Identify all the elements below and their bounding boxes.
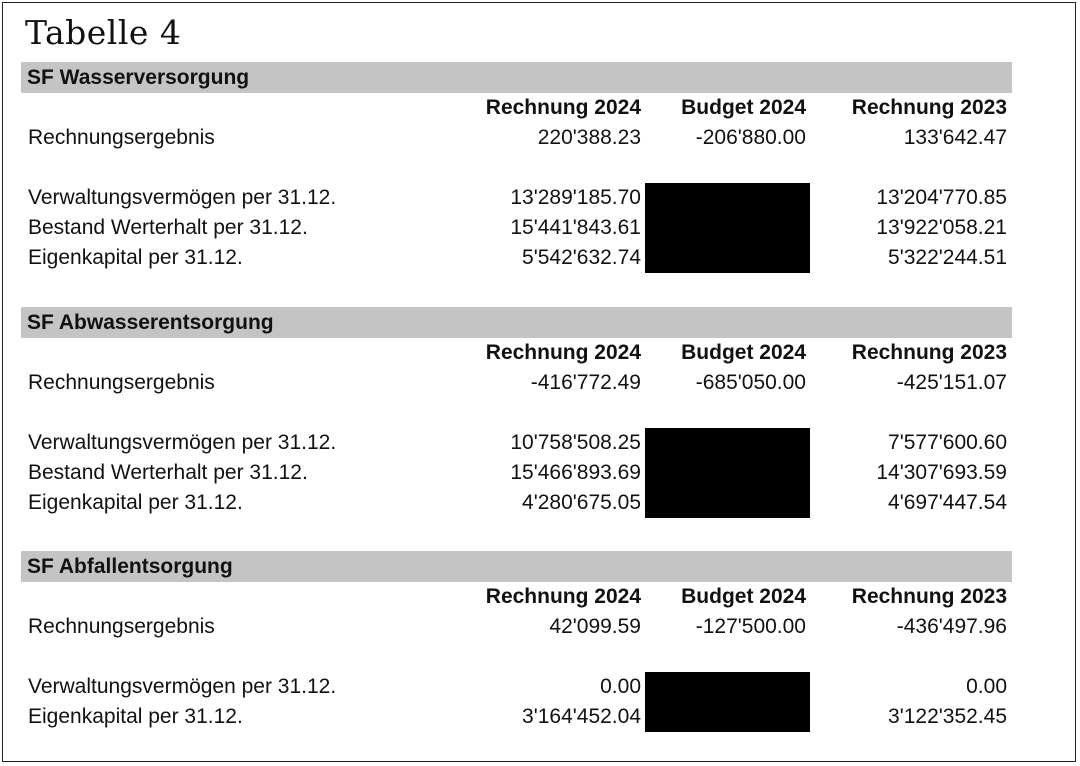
result-row (21, 368, 1012, 398)
redaction-block (645, 487, 810, 518)
value-rechnung-2023: 4'697'447.54 (888, 491, 1007, 514)
value-rechnung-2024: 220'388.23 (537, 126, 641, 149)
section-header: SF Abwasserentsorgung (21, 307, 1012, 338)
column-header-rechnung-2024: Rechnung 2024 (485, 341, 641, 364)
value-rechnung-2023: 5'322'244.51 (888, 246, 1007, 269)
value-budget-2024: -206'880.00 (695, 126, 806, 149)
table-row (21, 672, 1012, 702)
value-rechnung-2024: 10'758'508.25 (510, 431, 641, 454)
table-row (21, 428, 1012, 458)
column-header-budget-2024: Budget 2024 (681, 341, 806, 364)
table-row (21, 183, 1012, 213)
value-rechnung-2024: 42'099.59 (549, 615, 641, 638)
table-row (21, 213, 1012, 243)
row-label: Rechnungsergebnis (28, 126, 215, 149)
row-label: Verwaltungsvermögen per 31.12. (28, 675, 337, 698)
value-rechnung-2023: 13'204'770.85 (876, 186, 1007, 209)
row-label: Bestand Werterhalt per 31.12. (28, 216, 308, 239)
value-rechnung-2023: 0.00 (966, 675, 1007, 698)
value-rechnung-2024: 15'466'893.69 (510, 461, 641, 484)
column-header-row (21, 338, 1012, 368)
table-title: Tabelle 4 (25, 13, 182, 52)
section-wasserversorgung (21, 62, 1012, 273)
spacer-row (21, 398, 1012, 428)
result-row (21, 612, 1012, 642)
row-label: Eigenkapital per 31.12. (28, 705, 243, 728)
table-row (21, 243, 1012, 273)
value-rechnung-2023: -425'151.07 (896, 371, 1007, 394)
section-abfallentsorgung (21, 551, 1012, 732)
spacer-row (21, 642, 1012, 672)
redaction-block (645, 701, 810, 732)
value-rechnung-2024: 3'164'452.04 (522, 705, 641, 728)
column-header-budget-2024: Budget 2024 (681, 96, 806, 119)
value-rechnung-2023: 14'307'693.59 (876, 461, 1007, 484)
row-label: Eigenkapital per 31.12. (28, 491, 243, 514)
table-row (21, 702, 1012, 732)
document-frame (2, 2, 1076, 762)
table-row (21, 458, 1012, 488)
spacer-row (21, 153, 1012, 183)
value-budget-2024: -685'050.00 (695, 371, 806, 394)
value-rechnung-2024: 4'280'675.05 (522, 491, 641, 514)
redaction-block (645, 212, 810, 243)
value-rechnung-2024: 5'542'632.74 (522, 246, 641, 269)
section-header: SF Abfallentsorgung (21, 551, 1012, 582)
value-rechnung-2023: 3'122'352.45 (888, 705, 1007, 728)
section-header: SF Wasserversorgung (21, 62, 1012, 93)
value-rechnung-2023: 133'642.47 (903, 126, 1007, 149)
redaction-block (645, 242, 810, 273)
column-header-rechnung-2024: Rechnung 2024 (485, 585, 641, 608)
row-label: Rechnungsergebnis (28, 615, 215, 638)
row-label: Eigenkapital per 31.12. (28, 246, 243, 269)
column-header-rechnung-2023: Rechnung 2023 (851, 585, 1007, 608)
redaction-block (645, 457, 810, 488)
column-header-budget-2024: Budget 2024 (681, 585, 806, 608)
table-row (21, 488, 1012, 518)
result-row (21, 123, 1012, 153)
row-label: Bestand Werterhalt per 31.12. (28, 461, 308, 484)
column-header-rechnung-2023: Rechnung 2023 (851, 96, 1007, 119)
value-rechnung-2023: 13'922'058.21 (876, 216, 1007, 239)
column-header-row (21, 582, 1012, 612)
redaction-block (645, 183, 810, 213)
column-header-row (21, 93, 1012, 123)
column-header-rechnung-2023: Rechnung 2023 (851, 341, 1007, 364)
value-rechnung-2024: 13'289'185.70 (510, 186, 641, 209)
redaction-block (645, 428, 810, 458)
value-rechnung-2024: -416'772.49 (530, 371, 641, 394)
value-rechnung-2024: 15'441'843.61 (510, 216, 641, 239)
row-label: Verwaltungsvermögen per 31.12. (28, 431, 337, 454)
value-rechnung-2023: 7'577'600.60 (888, 431, 1007, 454)
value-rechnung-2024: 0.00 (600, 675, 641, 698)
section-abwasserentsorgung (21, 307, 1012, 518)
value-budget-2024: -127'500.00 (695, 615, 806, 638)
column-header-rechnung-2024: Rechnung 2024 (485, 96, 641, 119)
row-label: Verwaltungsvermögen per 31.12. (28, 186, 337, 209)
value-rechnung-2023: -436'497.96 (896, 615, 1007, 638)
row-label: Rechnungsergebnis (28, 371, 215, 394)
redaction-block (645, 672, 810, 702)
